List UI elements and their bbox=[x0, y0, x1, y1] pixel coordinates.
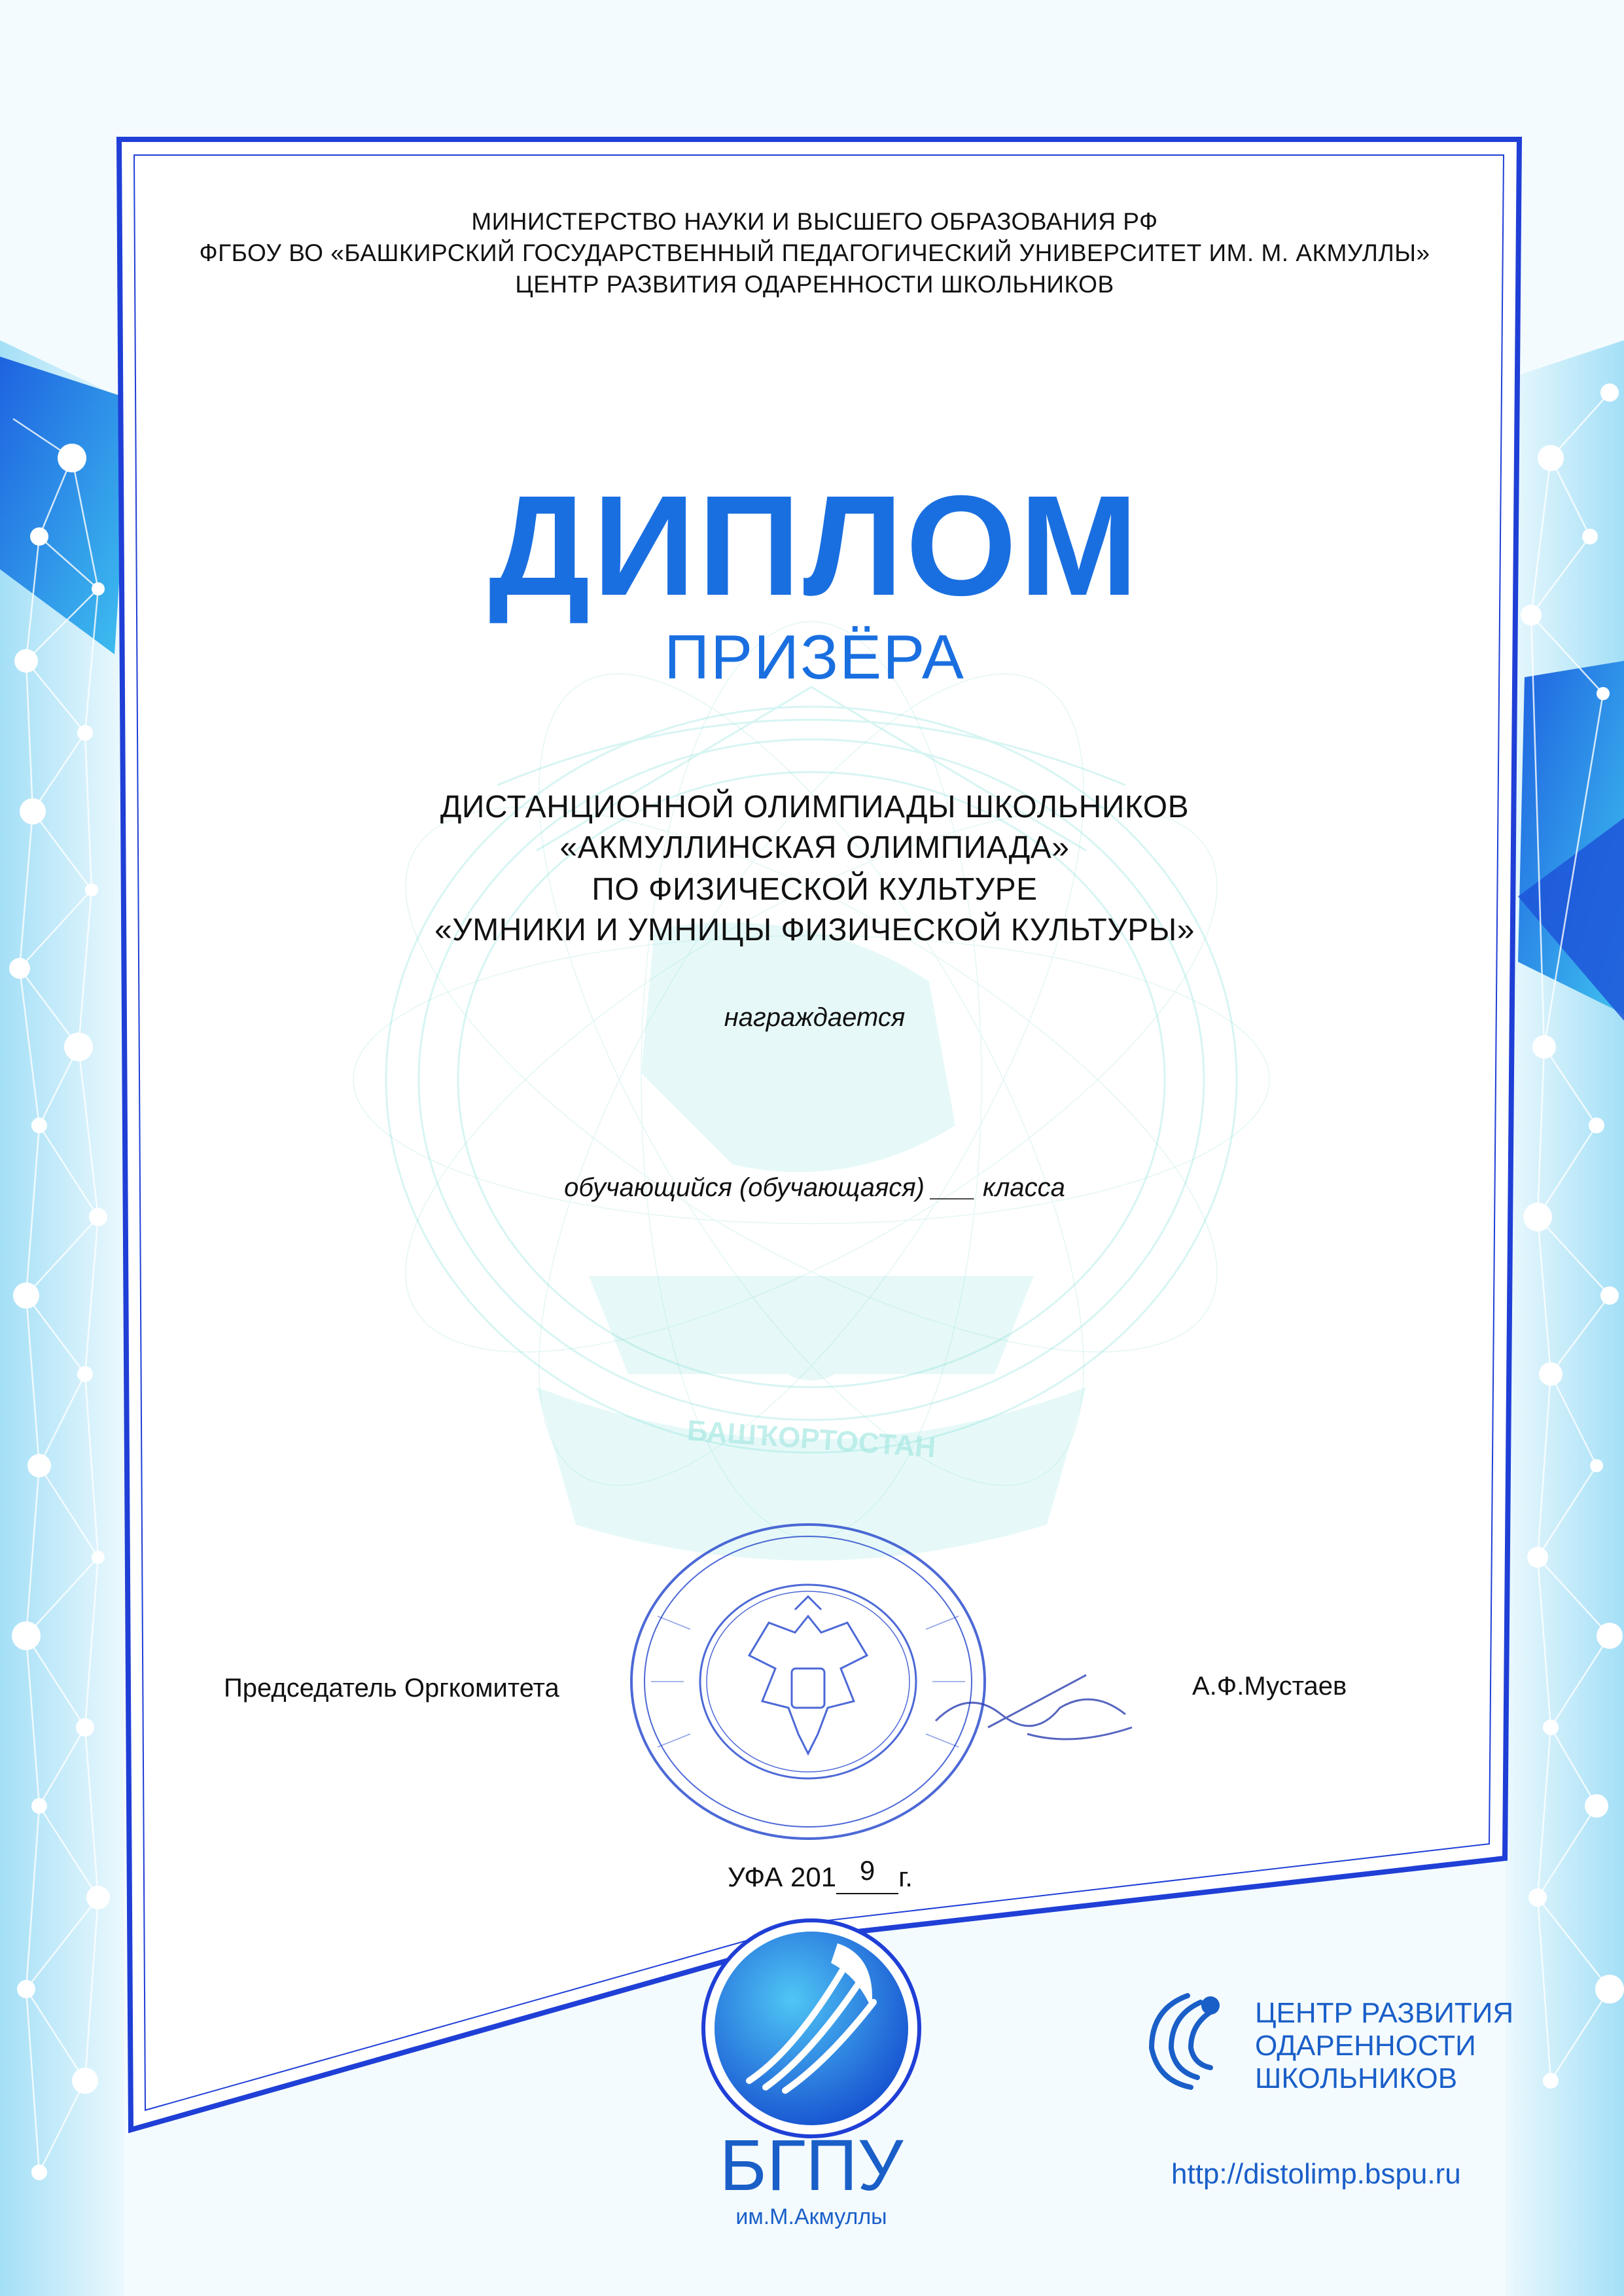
bgpu-logo-icon bbox=[700, 1917, 923, 2140]
place-year-suffix: г. bbox=[898, 1862, 913, 1892]
awarded-text: награждается bbox=[724, 1003, 906, 1032]
bgpu-logo-name: БГПУ bbox=[719, 2125, 904, 2206]
place-year bbox=[728, 1855, 913, 1894]
year-digit: 9 bbox=[836, 1862, 898, 1894]
center-logo-line-3: ШКОЛЬНИКОВ bbox=[1255, 2062, 1458, 2094]
center-logo-line-1: ЦЕНТР РАЗВИТИЯ bbox=[1255, 1997, 1514, 2029]
header-ministry: МИНИСТЕРСТВО НАУКИ И ВЫСШЕГО ОБРАЗОВАНИЯ РФ bbox=[471, 208, 1158, 235]
signature-name: А.Ф.Мустаев bbox=[1192, 1672, 1347, 1701]
event-line-4: «УМНИКИ И УМНИЦЫ ФИЗИЧЕСКОЙ КУЛЬТУРЫ» bbox=[434, 913, 1195, 947]
handwritten-signature bbox=[929, 1649, 1145, 1760]
center-logo-line-2: ОДАРЕННОСТИ bbox=[1255, 2030, 1476, 2062]
student-class-line: обучающийся (обучающаяся) ___ класса bbox=[564, 1173, 1065, 1202]
website-url[interactable]: http://distolimp.bspu.ru bbox=[1171, 2158, 1461, 2190]
event-line-1: ДИСТАНЦИОННОЙ ОЛИМПИАДЫ ШКОЛЬНИКОВ bbox=[440, 790, 1190, 824]
signature-role: Председатель Оргкомитета bbox=[224, 1674, 559, 1703]
emblem-banner-text: БАШҠОРТОСТАН bbox=[686, 1414, 937, 1464]
center-logo-icon bbox=[1139, 1983, 1237, 2094]
header-center: ЦЕНТР РАЗВИТИЯ ОДАРЕННОСТИ ШКОЛЬНИКОВ bbox=[515, 271, 1114, 298]
diploma-subtitle: ПРИЗЁРА bbox=[664, 622, 965, 692]
diploma-title: ДИПЛОМ bbox=[488, 467, 1141, 626]
event-line-3: ПО ФИЗИЧЕСКОЙ КУЛЬТУРЕ bbox=[591, 872, 1038, 907]
event-line-2: «АКМУЛЛИНСКАЯ ОЛИМПИАДА» bbox=[559, 830, 1070, 865]
bgpu-logo-subtitle: им.М.Акмуллы bbox=[735, 2204, 887, 2229]
eagle-icon bbox=[749, 1597, 867, 1754]
header-university: ФГБОУ ВО «БАШКИРСКИЙ ГОСУДАРСТВЕННЫЙ ПЕДАГОГИЧЕСКИЙ УНИВЕРСИТЕТ ИМ. М. АКМУЛЛЫ» bbox=[199, 239, 1430, 266]
place-year-prefix: УФА 201 bbox=[728, 1862, 837, 1892]
